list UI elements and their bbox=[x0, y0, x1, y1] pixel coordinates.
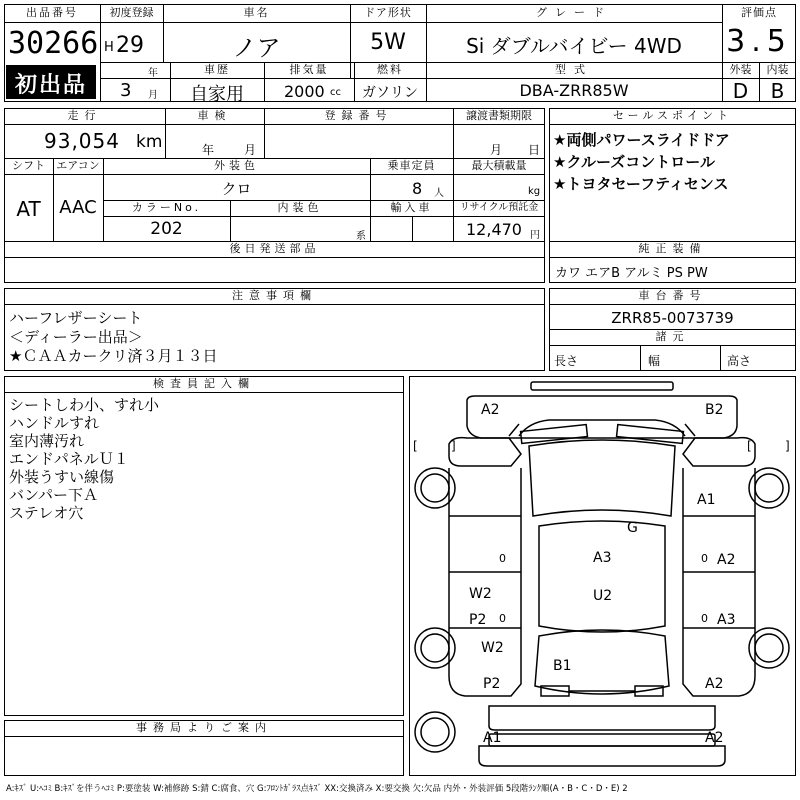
chassis-label: 車台番号 bbox=[638, 289, 707, 302]
length-label: 長さ bbox=[554, 354, 579, 368]
inspector-label: 検査員記入欄 bbox=[153, 377, 255, 390]
sales-point: ★クルーズコントロール bbox=[553, 153, 715, 171]
notes-label: 注意事項欄 bbox=[232, 289, 317, 302]
legend-text: A:ｷｽﾞ U:ﾍｺﾐ B:ｷｽﾞを伴うﾍｺﾐ P:要塗装 W:補修跡 S:錆 C:腐食、穴 G:ﾌﾛﾝﾄｶﾞﾗｽ点ｷｽﾞ XX:交換済み X:要交換 欠:欠品 内外・外装評価 5段階ﾗﾝｸ順(A・B・C・D・E) 2 bbox=[6, 784, 628, 794]
ac-value: AAC bbox=[59, 197, 97, 218]
inspector-line: シートしわ小、すれ小 bbox=[9, 396, 160, 414]
inspector-line: 室内薄汚れ bbox=[9, 432, 85, 450]
bracket-mark: [ bbox=[747, 439, 752, 453]
later-parts-label: 後日発送部品 bbox=[229, 242, 320, 255]
inspector-line: エンドパネルＵ１ bbox=[9, 450, 129, 468]
reg-label: 初度登録 bbox=[109, 6, 154, 19]
recycle-value: 12,470 bbox=[466, 220, 522, 239]
sales-point: ★両側パワースライドドア bbox=[553, 131, 730, 149]
mileage-value: 93,054 bbox=[44, 129, 120, 153]
capacity-unit: 人 bbox=[434, 188, 444, 199]
dims-label: 諸元 bbox=[655, 330, 690, 343]
payload-unit: kg bbox=[528, 186, 541, 197]
color-no-label: カラーNo. bbox=[131, 201, 202, 214]
capacity-label: 乗車定員 bbox=[387, 159, 436, 172]
sales-point: ★トヨタセーフティセンス bbox=[553, 175, 729, 193]
notes-line: ＜ディーラー出品＞ bbox=[9, 328, 143, 346]
zero-mark: 0 bbox=[499, 612, 506, 625]
shift-value: AT bbox=[16, 197, 41, 221]
mark: A2 bbox=[705, 730, 724, 746]
mark: B2 bbox=[705, 402, 724, 418]
mark: B1 bbox=[553, 658, 572, 674]
bracket-mark: [ bbox=[413, 439, 418, 453]
mark: A3 bbox=[593, 550, 612, 566]
door-label: ドア形状 bbox=[364, 6, 412, 19]
notes-line: ★ＣＡＡカークリ済３月１３日 bbox=[9, 347, 218, 365]
sales-label: セールスポイント bbox=[612, 109, 732, 122]
lot-label: 出品番号 bbox=[26, 6, 78, 19]
mark: P2 bbox=[469, 612, 487, 628]
plate-label: 登録番号 bbox=[324, 109, 393, 122]
mileage-unit: km bbox=[136, 132, 163, 152]
interior-label: 内装 bbox=[766, 63, 789, 76]
displacement-label: 排気量 bbox=[289, 63, 329, 76]
chassis-value: ZRR85-0073739 bbox=[611, 309, 734, 327]
door-value: 5W bbox=[370, 30, 406, 55]
displacement-unit: cc bbox=[330, 87, 341, 98]
office-label: 事務局よりご案内 bbox=[136, 721, 272, 734]
mark: A1 bbox=[697, 492, 716, 508]
score-label: 評価点 bbox=[741, 6, 777, 19]
payload-label: 最大積載量 bbox=[471, 159, 527, 172]
model-value: DBA-ZRR85W bbox=[519, 81, 629, 100]
transfer-label: 譲渡書類期限 bbox=[466, 109, 532, 122]
equipment-value: カワ エアB アルミ PS PW bbox=[555, 266, 708, 281]
inspection-month-unit: 月 bbox=[244, 143, 257, 157]
mark: P2 bbox=[483, 676, 501, 692]
mark: A3 bbox=[717, 612, 736, 628]
score-value: 3.5 bbox=[726, 24, 792, 59]
mark: U2 bbox=[593, 588, 613, 604]
first-listing-text: 初出品 bbox=[14, 73, 87, 98]
fuel-value: ガソリン bbox=[362, 85, 418, 101]
exterior-grade: D bbox=[732, 79, 749, 103]
exterior-label: 外装 bbox=[729, 63, 752, 76]
bracket-marks bbox=[413, 439, 790, 453]
zero-mark: 0 bbox=[499, 552, 506, 565]
transfer-month-unit: 月 bbox=[490, 143, 503, 157]
transfer-day-unit: 日 bbox=[528, 143, 541, 157]
history-label: 車歴 bbox=[204, 63, 230, 76]
mark: A1 bbox=[483, 730, 502, 746]
grade-label: グレード bbox=[536, 6, 612, 19]
mark: G bbox=[627, 520, 638, 536]
lot-number: 30266 bbox=[8, 26, 99, 61]
inspection-label: 車検 bbox=[197, 109, 232, 122]
width-label: 幅 bbox=[648, 354, 661, 368]
bracket-mark: ] bbox=[451, 439, 456, 453]
mark: W2 bbox=[469, 586, 492, 602]
reg-month: 3 bbox=[120, 80, 132, 101]
interior-color-unit: 系 bbox=[356, 231, 366, 242]
inspector-line: バンパー下Ａ bbox=[9, 486, 98, 504]
shift-label: シフト bbox=[12, 159, 45, 172]
mileage-label: 走行 bbox=[67, 109, 102, 122]
inspection-year-unit: 年 bbox=[202, 143, 215, 157]
color-no-value: 202 bbox=[150, 219, 183, 239]
fuel-label: 燃料 bbox=[377, 63, 403, 76]
interior-grade: B bbox=[770, 79, 785, 103]
car-damage-diagram bbox=[409, 376, 796, 776]
interior-color-label: 内装色 bbox=[277, 201, 323, 214]
height-label: 高さ bbox=[727, 354, 752, 368]
color-label: 外装色 bbox=[214, 159, 259, 172]
history-value: 自家用 bbox=[190, 84, 244, 105]
mark: A2 bbox=[481, 402, 500, 418]
capacity-value: 8 bbox=[412, 179, 423, 198]
notes-line: ハーフレザーシート bbox=[9, 309, 143, 327]
grade-value: Si ダブルバイビー 4WD bbox=[466, 34, 682, 58]
inspector-line: ハンドルすれ bbox=[9, 414, 100, 432]
mark: W2 bbox=[481, 640, 504, 656]
reg-year: 29 bbox=[116, 33, 144, 58]
recycle-unit: 円 bbox=[530, 230, 540, 241]
bracket-mark: ] bbox=[785, 439, 790, 453]
color-value: クロ bbox=[221, 180, 252, 198]
recycle-label: リサイクル預託金 bbox=[459, 202, 539, 213]
reg-month-unit: 月 bbox=[148, 90, 158, 101]
zero-mark: 0 bbox=[701, 612, 708, 625]
reg-year-unit: 年 bbox=[148, 68, 158, 79]
mark: A2 bbox=[705, 676, 724, 692]
car-name: ノア bbox=[232, 34, 281, 62]
model-label: 型式 bbox=[555, 63, 593, 76]
mark: A2 bbox=[717, 552, 736, 568]
reg-era: H bbox=[104, 40, 114, 55]
import-label: 輸入車 bbox=[390, 201, 433, 214]
inspector-line: 外装うすい線傷 bbox=[9, 468, 115, 486]
zero-mark: 0 bbox=[701, 552, 708, 565]
displacement-value: 2000 bbox=[284, 82, 325, 101]
inspector-line: ステレオ穴 bbox=[9, 504, 84, 522]
name-label: 車名 bbox=[243, 6, 270, 19]
equipment-label: 純正装備 bbox=[638, 242, 707, 255]
ac-label: エアコン bbox=[56, 159, 100, 172]
